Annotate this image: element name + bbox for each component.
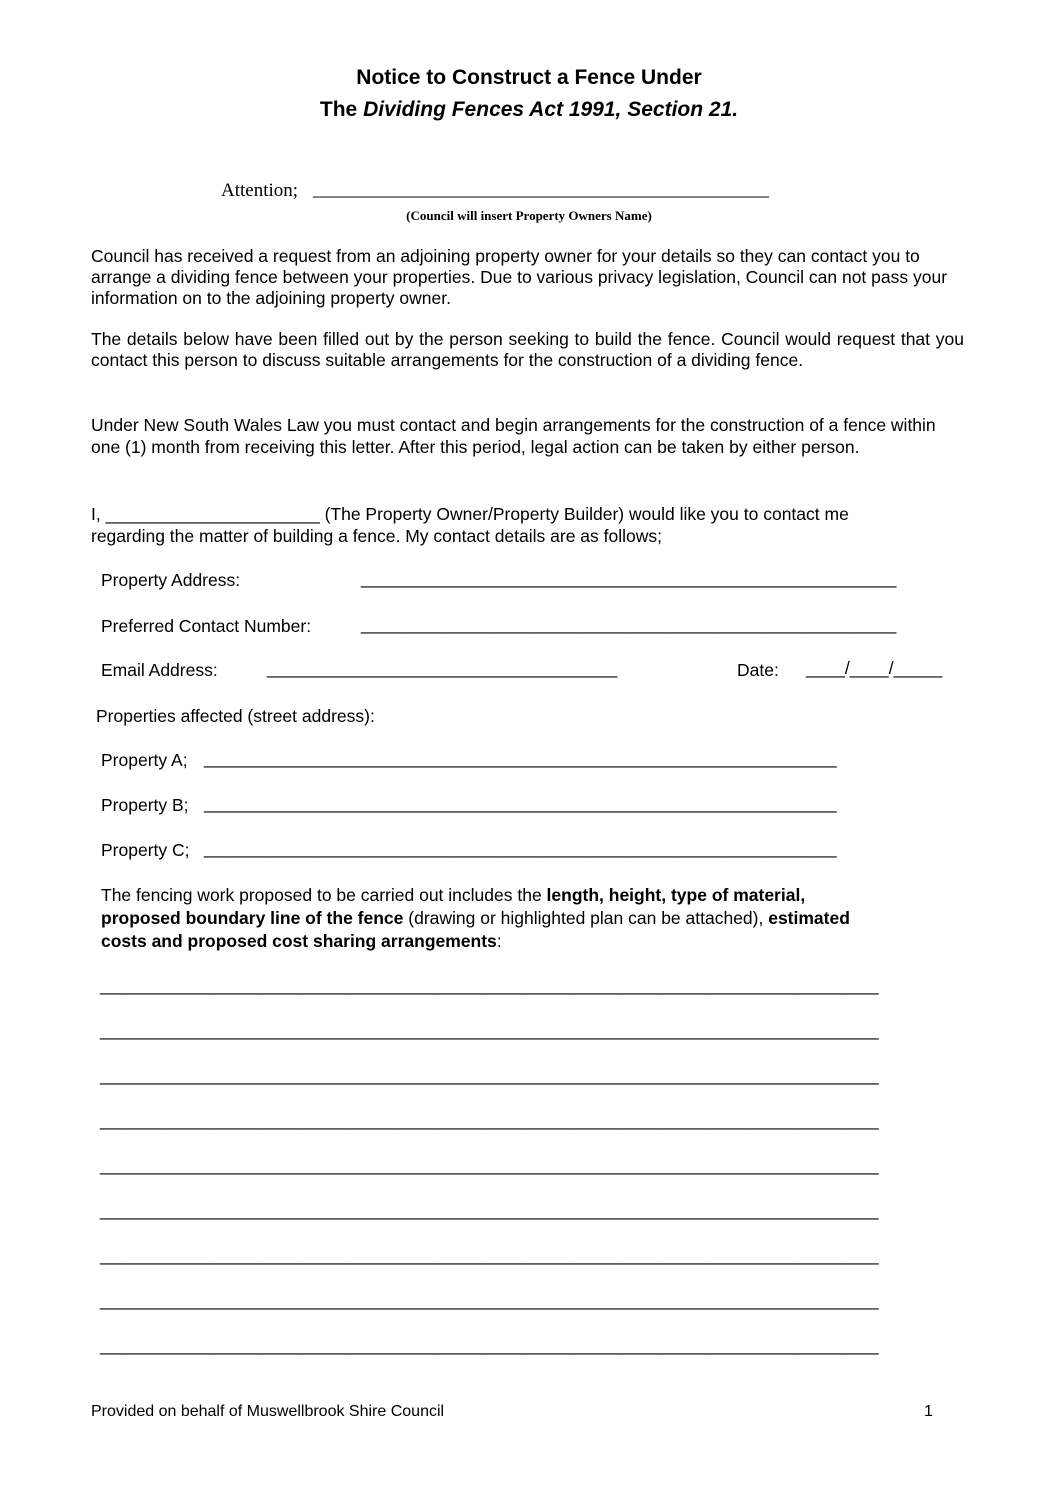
date-field[interactable]: ____/____/_____ xyxy=(806,658,943,678)
answer-line[interactable]: ________________________________________________________________________________ xyxy=(100,1335,879,1355)
act-name: Dividing Fences Act 1991, Section 21. xyxy=(363,98,739,121)
property-a-field[interactable]: _________________________________________________________________ xyxy=(204,748,837,768)
property-c-label: Property C; xyxy=(101,840,190,860)
property-b-field[interactable]: _________________________________________________________________ xyxy=(204,793,837,813)
date-label: Date: xyxy=(737,660,779,680)
contact-request-line-2: regarding the matter of building a fence. My contact details are as follows; xyxy=(91,526,662,546)
property-address-field[interactable]: _______________________________________________________ xyxy=(361,568,897,588)
fencing-bold-4: costs and proposed cost sharing arrangements xyxy=(101,931,497,951)
subtitle-prefix: The xyxy=(319,98,364,121)
property-a-label: Property A; xyxy=(101,750,188,770)
answer-line[interactable]: ________________________________________________________________________________ xyxy=(100,1155,879,1175)
answer-line[interactable]: ________________________________________________________________________________ xyxy=(100,1200,879,1220)
answer-line[interactable]: ________________________________________________________________________________ xyxy=(100,1020,879,1040)
paragraph-details: The details below have been filled out by the person seeking to build the fence. Council would request that you contact this person to discuss suitable arrangements for the construction of a dividing fence. xyxy=(91,329,964,370)
attention-note: (Council will insert Property Owners Name) xyxy=(406,208,652,223)
answer-line[interactable]: ________________________________________________________________________________ xyxy=(100,975,879,995)
contact-number-field[interactable]: _______________________________________________________ xyxy=(361,614,897,634)
fencing-work-description xyxy=(101,884,961,953)
properties-affected-label: Properties affected (street address): xyxy=(96,706,375,726)
fencing-bold-3: estimated xyxy=(768,908,850,928)
email-label: Email Address: xyxy=(101,660,218,680)
fencing-bold-2: proposed boundary line of the fence xyxy=(101,908,404,928)
fencing-text-1: The fencing work proposed to be carried out includes the xyxy=(101,885,547,905)
property-address-label: Property Address: xyxy=(101,570,241,590)
paragraph-request: Council has received a request from an adjoining property owner for your details so they can contact you to arrange a dividing fence between your properties. Due to various privacy legislation, Council can not pass your information on to the adjoining property owner. xyxy=(91,246,948,308)
answer-line[interactable]: ________________________________________________________________________________ xyxy=(100,1290,879,1310)
answer-line[interactable]: ________________________________________________________________________________ xyxy=(100,1245,879,1265)
contact-request-line-1: I, ______________________ (The Property Owner/Property Builder) would like you to contact me xyxy=(91,504,849,524)
fencing-text-2: (drawing or highlighted plan can be attached), xyxy=(403,908,769,928)
document-title: Notice to Construct a Fence Under xyxy=(356,66,702,89)
contact-number-label: Preferred Contact Number: xyxy=(101,616,312,636)
property-b-label: Property B; xyxy=(101,795,189,815)
attention-name-field[interactable]: ________________________________________________ xyxy=(313,179,769,200)
footer-provider: Provided on behalf of Muswellbrook Shire Council xyxy=(91,1403,445,1420)
email-field[interactable]: ____________________________________ xyxy=(267,658,618,678)
answer-line[interactable]: ________________________________________________________________________________ xyxy=(100,1065,879,1085)
attention-label: Attention; xyxy=(221,180,299,201)
fencing-text-3: : xyxy=(496,931,502,951)
answer-line[interactable]: ________________________________________________________________________________ xyxy=(100,1110,879,1130)
paragraph-law: Under New South Wales Law you must contact and begin arrangements for the construction of a fence within one (1) month from receiving this letter. After this period, legal action can be taken by either person. xyxy=(91,415,936,457)
fencing-bold-1: length, height, type of material, xyxy=(546,885,806,905)
paragraph-contact-request xyxy=(91,503,964,547)
property-c-field[interactable]: _________________________________________________________________ xyxy=(204,838,837,858)
page-number: 1 xyxy=(924,1403,933,1420)
document-subtitle xyxy=(0,98,1058,122)
